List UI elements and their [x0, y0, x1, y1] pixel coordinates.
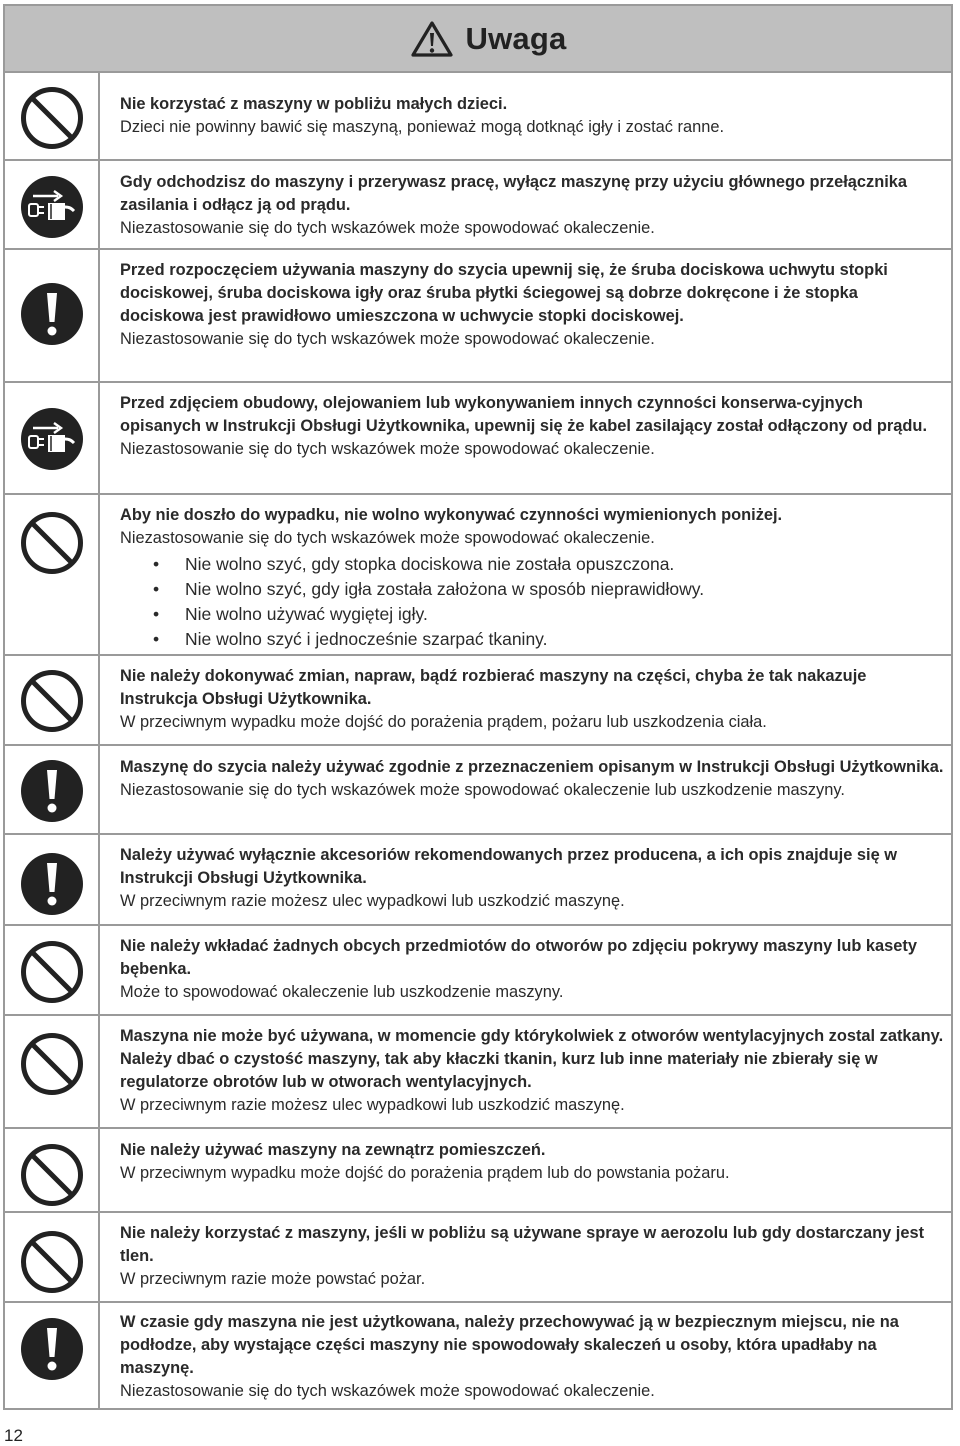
warning-triangle-icon	[410, 20, 454, 58]
warning-row	[5, 1303, 951, 1412]
bullet-item: • Nie wolno szyć, gdy igła została założona w sposób nieprawidłowy.	[120, 577, 945, 602]
warning-consequence: W przeciwnym razie może powstać pożar.	[120, 1270, 426, 1288]
warning-consequence: Niezastosowanie się do tych wskazówek może spowodować okaleczenie.	[120, 1382, 655, 1400]
warning-instruction: Należy używać wyłącznie akcesoriów rekomendowanych przez producena, a ich opis znajduje się w Instrukcji Obsługi Użytkownika.	[120, 846, 897, 887]
mandatory-icon	[20, 1317, 84, 1381]
prohibition-icon	[20, 1143, 84, 1207]
warning-row	[5, 495, 951, 656]
warning-text	[120, 392, 945, 461]
warning-text	[120, 844, 945, 913]
warning-instruction: Maszyna nie może być używana, w momencie gdy którykolwiek z otworów wentylacyjnych zostal zatkany. Należy dbać o czystość maszyny, tak aby kłaczki tkanin, kurz lub inne materiały nie zbierały się w regulatorze obrotów lub w otworach wentylacyjnych.	[120, 1027, 944, 1091]
warning-text	[120, 756, 945, 802]
warning-row	[5, 656, 951, 746]
warning-consequence: Dzieci nie powinny bawić się maszyną, ponieważ mogą dotknąć igły i zostać ranne.	[120, 118, 725, 136]
page-number: 12	[4, 1426, 23, 1445]
bullet-list	[120, 552, 945, 652]
warning-row	[5, 71, 951, 161]
warning-consequence: Niezastosowanie się do tych wskazówek może spowodować okaleczenie.	[120, 529, 655, 547]
header	[5, 6, 951, 73]
warning-text	[120, 93, 945, 139]
bullet-item: • Nie wolno używać wygiętej igły.	[120, 602, 945, 627]
warning-text	[120, 1222, 945, 1291]
warning-row	[5, 383, 951, 495]
bullet-item: • Nie wolno szyć i jednocześnie szarpać tkaniny.	[120, 627, 945, 652]
prohibition-icon	[20, 511, 84, 575]
warning-text	[120, 171, 945, 240]
prohibition-icon	[20, 940, 84, 1004]
warning-text	[120, 935, 945, 1004]
bullet-item: • Nie wolno szyć, gdy stopka dociskowa nie została opuszczona.	[120, 552, 945, 577]
unplug-icon	[20, 407, 84, 471]
warning-consequence: Niezastosowanie się do tych wskazówek może spowodować okaleczenie.	[120, 219, 655, 237]
warning-instruction: Przed rozpoczęciem używania maszyny do szycia upewnij się, że śruba dociskowa uchwytu stopki dociskowej, śruba dociskowa igły oraz śruba płytki ściegowej są dobrze dokręcone i że stopka dociskowa jest prawidłowo umieszczona w uchwycie stopki dociskowej.	[120, 261, 888, 325]
warning-row	[5, 250, 951, 383]
prohibition-icon	[20, 86, 84, 150]
mandatory-icon	[20, 759, 84, 823]
warning-consequence: Niezastosowanie się do tych wskazówek może spowodować okaleczenie lub uszkodzenie maszyny.	[120, 781, 845, 799]
warning-consequence: W przeciwnym wypadku może dojść do porażenia prądem, pożaru lub uszkodzenia ciała.	[120, 713, 767, 731]
warning-text	[120, 504, 945, 652]
header-inner	[390, 20, 567, 58]
page-title: Uwaga	[465, 20, 567, 56]
warning-row	[5, 835, 951, 926]
warning-row	[5, 1016, 951, 1129]
warning-consequence: W przeciwnym razie możesz ulec wypadkowi lub uszkodzić maszynę.	[120, 892, 625, 910]
prohibition-icon	[20, 1230, 84, 1294]
warning-text	[120, 1025, 945, 1117]
warning-row	[5, 926, 951, 1016]
warning-consequence: Niezastosowanie się do tych wskazówek może spowodować okaleczenie.	[120, 440, 655, 458]
warning-text	[120, 665, 945, 734]
warning-row	[5, 161, 951, 250]
warning-instruction: Maszynę do szycia należy używać zgodnie z przeznaczeniem opisanym w Instrukcji Obsługi Użytkownika.	[120, 758, 944, 776]
mandatory-icon	[20, 852, 84, 916]
warning-instruction: Gdy odchodzisz do maszyny i przerywasz pracę, wyłącz maszynę przy użyciu głównego przełącznika zasilania i odłącz ją od prądu.	[120, 173, 907, 214]
warning-table	[3, 4, 953, 1410]
warning-instruction: Nie korzystać z maszyny w pobliżu małych dzieci.	[120, 95, 508, 113]
warning-consequence: W przeciwnym wypadku może dojść do porażenia prądem lub do powstania pożaru.	[120, 1164, 730, 1182]
warning-row	[5, 746, 951, 835]
warning-consequence: W przeciwnym razie możesz ulec wypadkowi lub uszkodzić maszynę.	[120, 1096, 625, 1114]
warning-text	[120, 1139, 945, 1185]
warning-instruction: Nie należy dokonywać zmian, napraw, bądź rozbierać maszyny na części, chyba że tak nakazuje Instrukcja Obsługi Użytkownika.	[120, 667, 867, 708]
warning-row	[5, 1129, 951, 1213]
warning-consequence: Niezastosowanie się do tych wskazówek może spowodować okaleczenie.	[120, 330, 655, 348]
warning-instruction: Aby nie doszło do wypadku, nie wolno wykonywać czynności wymienionych poniżej.	[120, 506, 783, 524]
unplug-icon	[20, 175, 84, 239]
warning-text	[120, 259, 945, 351]
warning-text	[120, 1311, 945, 1403]
warning-instruction: Nie należy wkładać żadnych obcych przedmiotów do otworów po zdjęciu pokrywy maszyny lub kasety bębenka.	[120, 937, 917, 978]
warning-row	[5, 1213, 951, 1303]
warning-instruction: W czasie gdy maszyna nie jest użytkowana, należy przechowywać ją w bezpiecznym miejscu, nie na podłodze, aby wystające części maszyny nie spowodowały skaleczeń u osoby, która upadłaby na maszynę.	[120, 1313, 899, 1377]
prohibition-icon	[20, 1032, 84, 1096]
warning-instruction: Nie należy używać maszyny na zewnątrz pomieszczeń.	[120, 1141, 546, 1159]
prohibition-icon	[20, 669, 84, 733]
warning-instruction: Nie należy korzystać z maszyny, jeśli w pobliżu są używane spraye w aerozolu lub gdy dostarczany jest tlen.	[120, 1224, 925, 1265]
warning-consequence: Może to spowodować okaleczenie lub uszkodzenie maszyny.	[120, 983, 564, 1001]
warning-instruction: Przed zdjęciem obudowy, olejowaniem lub wykonywaniem innych czynności konserwa-cyjnych opisanych w Instrukcji Obsługi Użytkownika, upewnij się że kabel zasilający został odłączony od prądu.	[120, 394, 927, 435]
mandatory-icon	[20, 282, 84, 346]
